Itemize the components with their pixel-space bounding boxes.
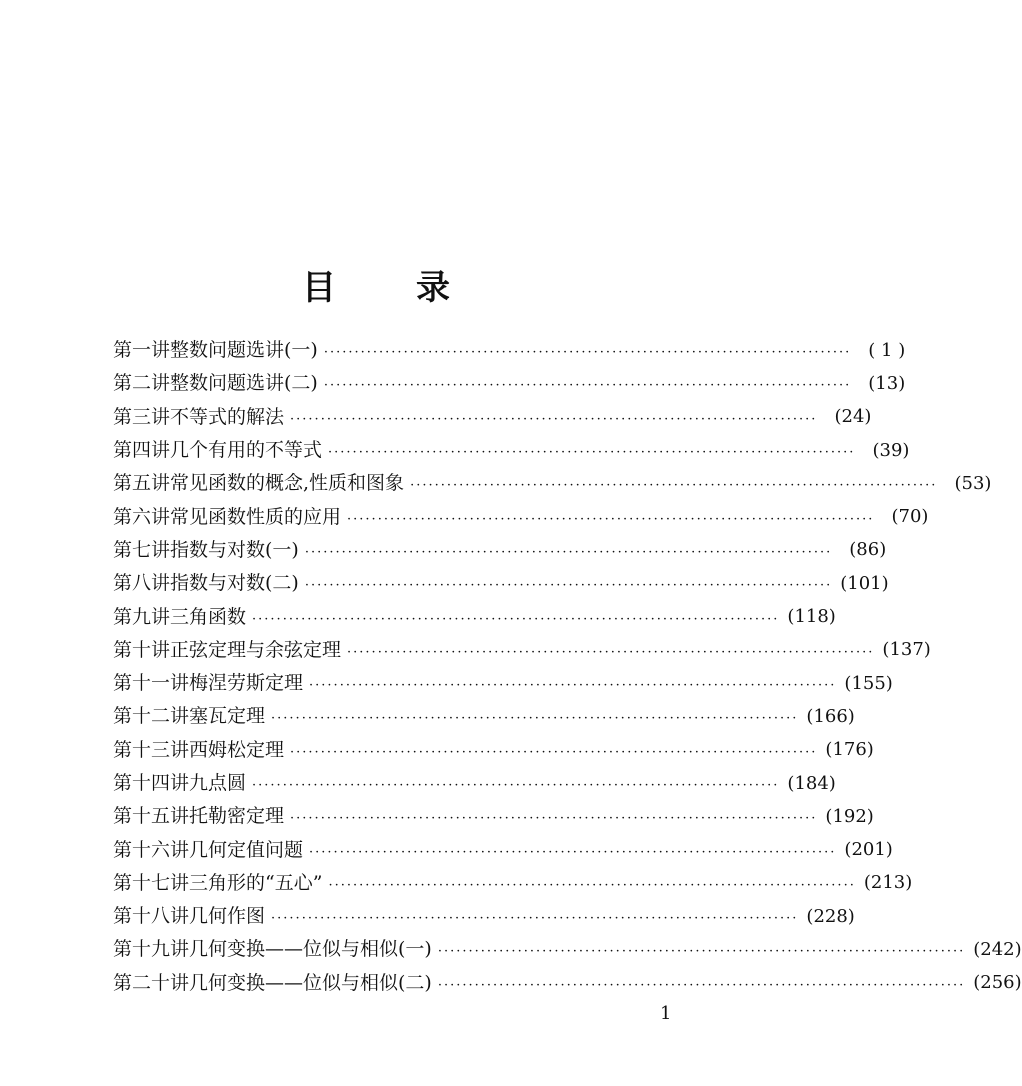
- toc-entry: [113, 667, 893, 700]
- toc-lecture-title: 整数问题选讲(二): [170, 372, 318, 395]
- toc-heading: [0, 260, 752, 309]
- toc-lecture-number: 第十讲: [113, 638, 171, 661]
- toc-leader-dots: ······················································································: [437, 977, 966, 993]
- toc-entry: [113, 500, 929, 533]
- toc-page-ref: (86): [849, 539, 887, 561]
- toc-page-ref: (176): [825, 739, 874, 761]
- toc-lecture-number: 第十八讲: [113, 905, 190, 928]
- toc-leader-dots: ······················································································: [290, 811, 818, 827]
- toc-entry: [113, 567, 889, 600]
- toc-entry: [113, 967, 1022, 1000]
- toc-leader-dots: ······················································································: [328, 877, 856, 893]
- toc-leader-dots: ······················································································: [328, 445, 856, 461]
- toc-lecture-title: 西姆松定理: [189, 738, 285, 761]
- toc-lecture-title: 整数问题选讲(一): [170, 339, 318, 362]
- toc-leader-dots: ······················································································: [271, 711, 799, 727]
- toc-leader-dots: ······················································································: [290, 744, 818, 760]
- toc-leader-dots: ······················································································: [437, 944, 966, 960]
- toc-lecture-title: 托勒密定理: [189, 805, 285, 828]
- toc-lecture-number: 第二讲: [113, 372, 171, 395]
- toc-page-ref: (184): [787, 772, 836, 794]
- toc-page-ref: (101): [840, 572, 889, 594]
- toc-entry: [113, 734, 874, 767]
- toc-leader-dots: ······················································································: [304, 544, 833, 560]
- toc-lecture-title: 几何作图: [189, 905, 266, 928]
- toc-entry: [113, 534, 887, 567]
- toc-page-ref: (166): [806, 705, 855, 727]
- toc-lecture-title: 常见函数性质的应用: [170, 505, 342, 528]
- toc-lecture-title: 三角形的“五心”: [189, 871, 323, 894]
- toc-lecture-number: 第二十讲: [113, 971, 190, 994]
- toc-entry: [113, 800, 874, 833]
- toc-page-ref: (155): [844, 672, 893, 694]
- toc-lecture-number: 第三讲: [113, 405, 171, 428]
- toc-lecture-title: 指数与对数(二): [170, 572, 299, 595]
- toc-entry: [113, 634, 931, 667]
- toc-lecture-number: 第十六讲: [113, 838, 190, 861]
- toc-lecture-number: 第十七讲: [113, 871, 190, 894]
- toc-leader-dots: ······················································································: [304, 578, 833, 594]
- toc-page-ref: (137): [882, 639, 931, 661]
- toc-lecture-title: 几何变换——位似与相似(一): [189, 938, 432, 961]
- page-number: 1: [660, 1003, 672, 1024]
- toc-lecture-title: 正弦定理与余弦定理: [170, 638, 342, 661]
- toc-entry: [113, 434, 910, 467]
- toc-entry: [113, 467, 992, 500]
- toc-page-ref: (24): [834, 406, 872, 428]
- toc-leader-dots: ······················································································: [252, 611, 780, 627]
- toc-leader-dots: ······················································································: [252, 778, 780, 793]
- toc-lecture-number: 第十五讲: [113, 805, 190, 828]
- toc-leader-dots: ······················································································: [347, 644, 875, 660]
- toc-page-ref: (228): [806, 905, 855, 927]
- toc-lecture-title: 指数与对数(一): [170, 538, 299, 561]
- toc-leader-dots: ······················································································: [309, 678, 837, 694]
- toc-lecture-title: 塞瓦定理: [189, 705, 266, 728]
- toc-page-ref: (118): [787, 606, 836, 628]
- toc-entry: [113, 933, 1022, 966]
- toc-lecture-title: 不等式的解法: [170, 405, 285, 428]
- toc-lecture-number: 第四讲: [113, 439, 171, 462]
- toc-entry: [113, 833, 893, 866]
- toc-entry: [113, 334, 906, 367]
- table-of-contents: [113, 334, 1022, 1000]
- toc-page-ref: (213): [863, 872, 913, 894]
- toc-lecture-title: 几何定值问题: [189, 838, 304, 861]
- toc-entry: [113, 367, 906, 400]
- toc-leader-dots: ······················································································: [410, 478, 938, 494]
- toc-lecture-number: 第一讲: [113, 339, 171, 362]
- toc-lecture-number: 第九讲: [113, 605, 171, 628]
- toc-leader-dots: ······················································································: [309, 844, 837, 860]
- toc-entry: [113, 900, 855, 933]
- toc-lecture-number: 第十二讲: [113, 705, 190, 728]
- toc-page-ref: (13): [868, 372, 906, 394]
- toc-lecture-number: 第六讲: [113, 505, 171, 528]
- toc-page-ref: (201): [844, 839, 893, 861]
- toc-lecture-number: 第八讲: [113, 572, 171, 595]
- toc-lecture-number: 第五讲: [113, 472, 171, 495]
- toc-lecture-title: 梅涅劳斯定理: [189, 672, 304, 695]
- toc-lecture-number: 第十一讲: [113, 672, 190, 695]
- toc-entry: [113, 700, 855, 733]
- toc-lecture-number: 第十四讲: [113, 772, 190, 794]
- toc-lecture-number: 第七讲: [113, 538, 171, 561]
- toc-lecture-title: 九点圆: [189, 772, 247, 794]
- toc-lecture-title: 常见函数的概念,性质和图象: [170, 472, 405, 495]
- toc-leader-dots: ······················································································: [290, 411, 818, 427]
- toc-page-ref: (242): [973, 938, 1022, 960]
- toc-page-ref: (256): [973, 972, 1022, 994]
- toc-lecture-title: 三角函数: [170, 605, 247, 628]
- toc-entry: [113, 867, 913, 900]
- toc-entry: [113, 767, 836, 800]
- toc-lecture-title: 几何变换——位似与相似(二): [189, 971, 432, 994]
- toc-leader-dots: ······················································································: [347, 511, 875, 527]
- toc-heading-char-2: 录: [416, 268, 450, 308]
- toc-leader-dots: ······················································································: [323, 345, 852, 361]
- toc-heading-char-1: 目: [302, 268, 336, 308]
- toc-lecture-title: 几个有用的不等式: [170, 439, 323, 462]
- toc-lecture-number: 第十九讲: [113, 938, 190, 961]
- toc-page-ref: (39): [872, 439, 910, 461]
- toc-page-ref: (70): [891, 506, 929, 528]
- toc-page-ref: (53): [954, 472, 992, 494]
- toc-page-ref: (192): [825, 805, 874, 827]
- toc-entry: [113, 401, 872, 434]
- toc-leader-dots: ······················································································: [271, 911, 799, 927]
- toc-page-ref: ( 1 ): [868, 339, 906, 361]
- toc-entry: [113, 600, 836, 633]
- toc-leader-dots: ······················································································: [323, 378, 852, 394]
- toc-lecture-number: 第十三讲: [113, 738, 190, 761]
